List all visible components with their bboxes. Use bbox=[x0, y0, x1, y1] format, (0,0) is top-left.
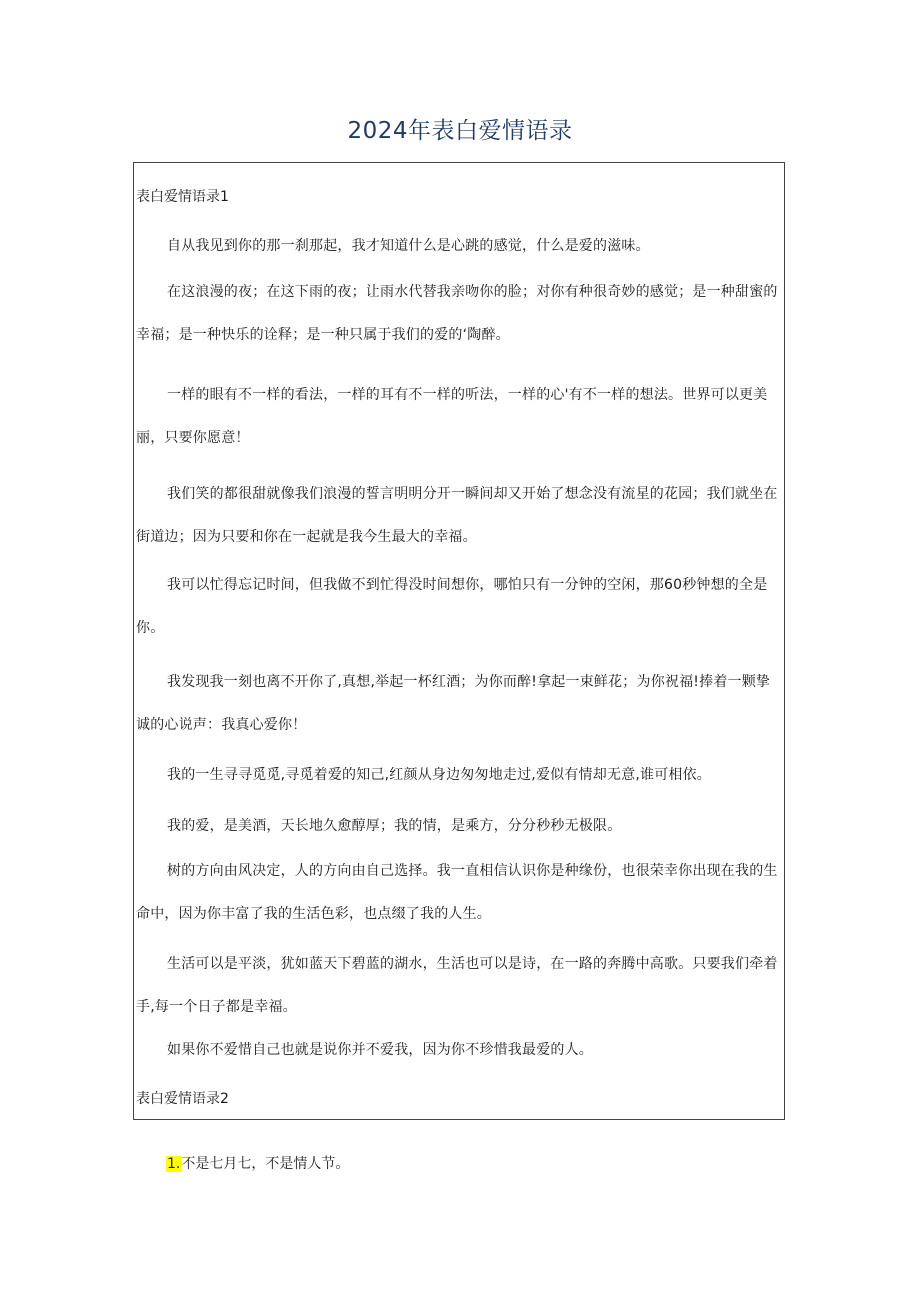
paragraph-2: 在这浪漫的夜；在这下雨的夜；让雨水代替我亲吻你的脸；对你有种很奇妙的感觉；是一种甜蜜的幸福；是一种快乐的诠释；是一种只属于我们的爱的‘陶醉。 bbox=[136, 284, 778, 343]
list-item bbox=[166, 1152, 349, 1176]
list-marker-highlight: 1. bbox=[167, 1156, 181, 1172]
section-heading-2: 表白爱情语录2 bbox=[136, 1091, 229, 1107]
paragraph-3: 一样的眼有不一样的看法，一样的耳有不一样的听法，一样的心'有不一样的想法。世界可以更美丽，只要你愿意！ bbox=[136, 387, 768, 446]
paragraph-1: 自从我见到你的那一刹那起，我才知道什么是心跳的感觉，什么是爱的滋味。 bbox=[167, 238, 650, 254]
paragraph-9: 树的方向由风决定，人的方向由自己选择。我一直相信认识你是种缘份，也很荣幸你出现在我的生命中，因为你丰富了我的生活色彩，也点缀了我的人生。 bbox=[136, 863, 778, 922]
section-heading-1: 表白爱情语录1 bbox=[136, 189, 229, 205]
paragraph-5: 我可以忙得忘记时间，但我做不到忙得没时间想你，哪怕只有一分钟的空闲，那60秒钟想的全是你。 bbox=[136, 577, 768, 636]
paragraph-4: 我们笑的都很甜就像我们浪漫的誓言明明分开一瞬间却又开始了想念没有流星的花园；我们就坐在街道边；因为只要和你在一起就是我今生最大的幸福。 bbox=[136, 486, 778, 545]
paragraph-11: 如果你不爱惜自己也就是说你并不爱我，因为你不珍惜我最爱的人。 bbox=[167, 1042, 593, 1058]
paragraph-8: 我的爱，是美酒，天长地久愈醇厚；我的情，是乘方，分分秒秒无极限。 bbox=[167, 818, 622, 834]
paragraph-6: 我发现我一刻也离不开你了,真想,举起一杯红酒；为你而醉!拿起一束鲜花；为你祝福!捧着一颗挚诚的心说声：我真心爱你！ bbox=[136, 674, 771, 733]
list-item-text: 不是七月七，不是情人节。 bbox=[181, 1156, 350, 1172]
content-table-cell bbox=[133, 162, 785, 1120]
document-title: 2024年表白爱情语录 bbox=[347, 118, 573, 144]
paragraph-10: 生活可以是平淡，犹如蓝天下碧蓝的湖水，生活也可以是诗，在一路的奔腾中高歌。只要我们牵着手,每一个日子都是幸福。 bbox=[136, 956, 778, 1015]
paragraph-7: 我的一生寻寻觅觅,寻觅着爱的知己,红颜从身边匆匆地走过,爱似有情却无意,谁可相依。 bbox=[167, 767, 711, 783]
